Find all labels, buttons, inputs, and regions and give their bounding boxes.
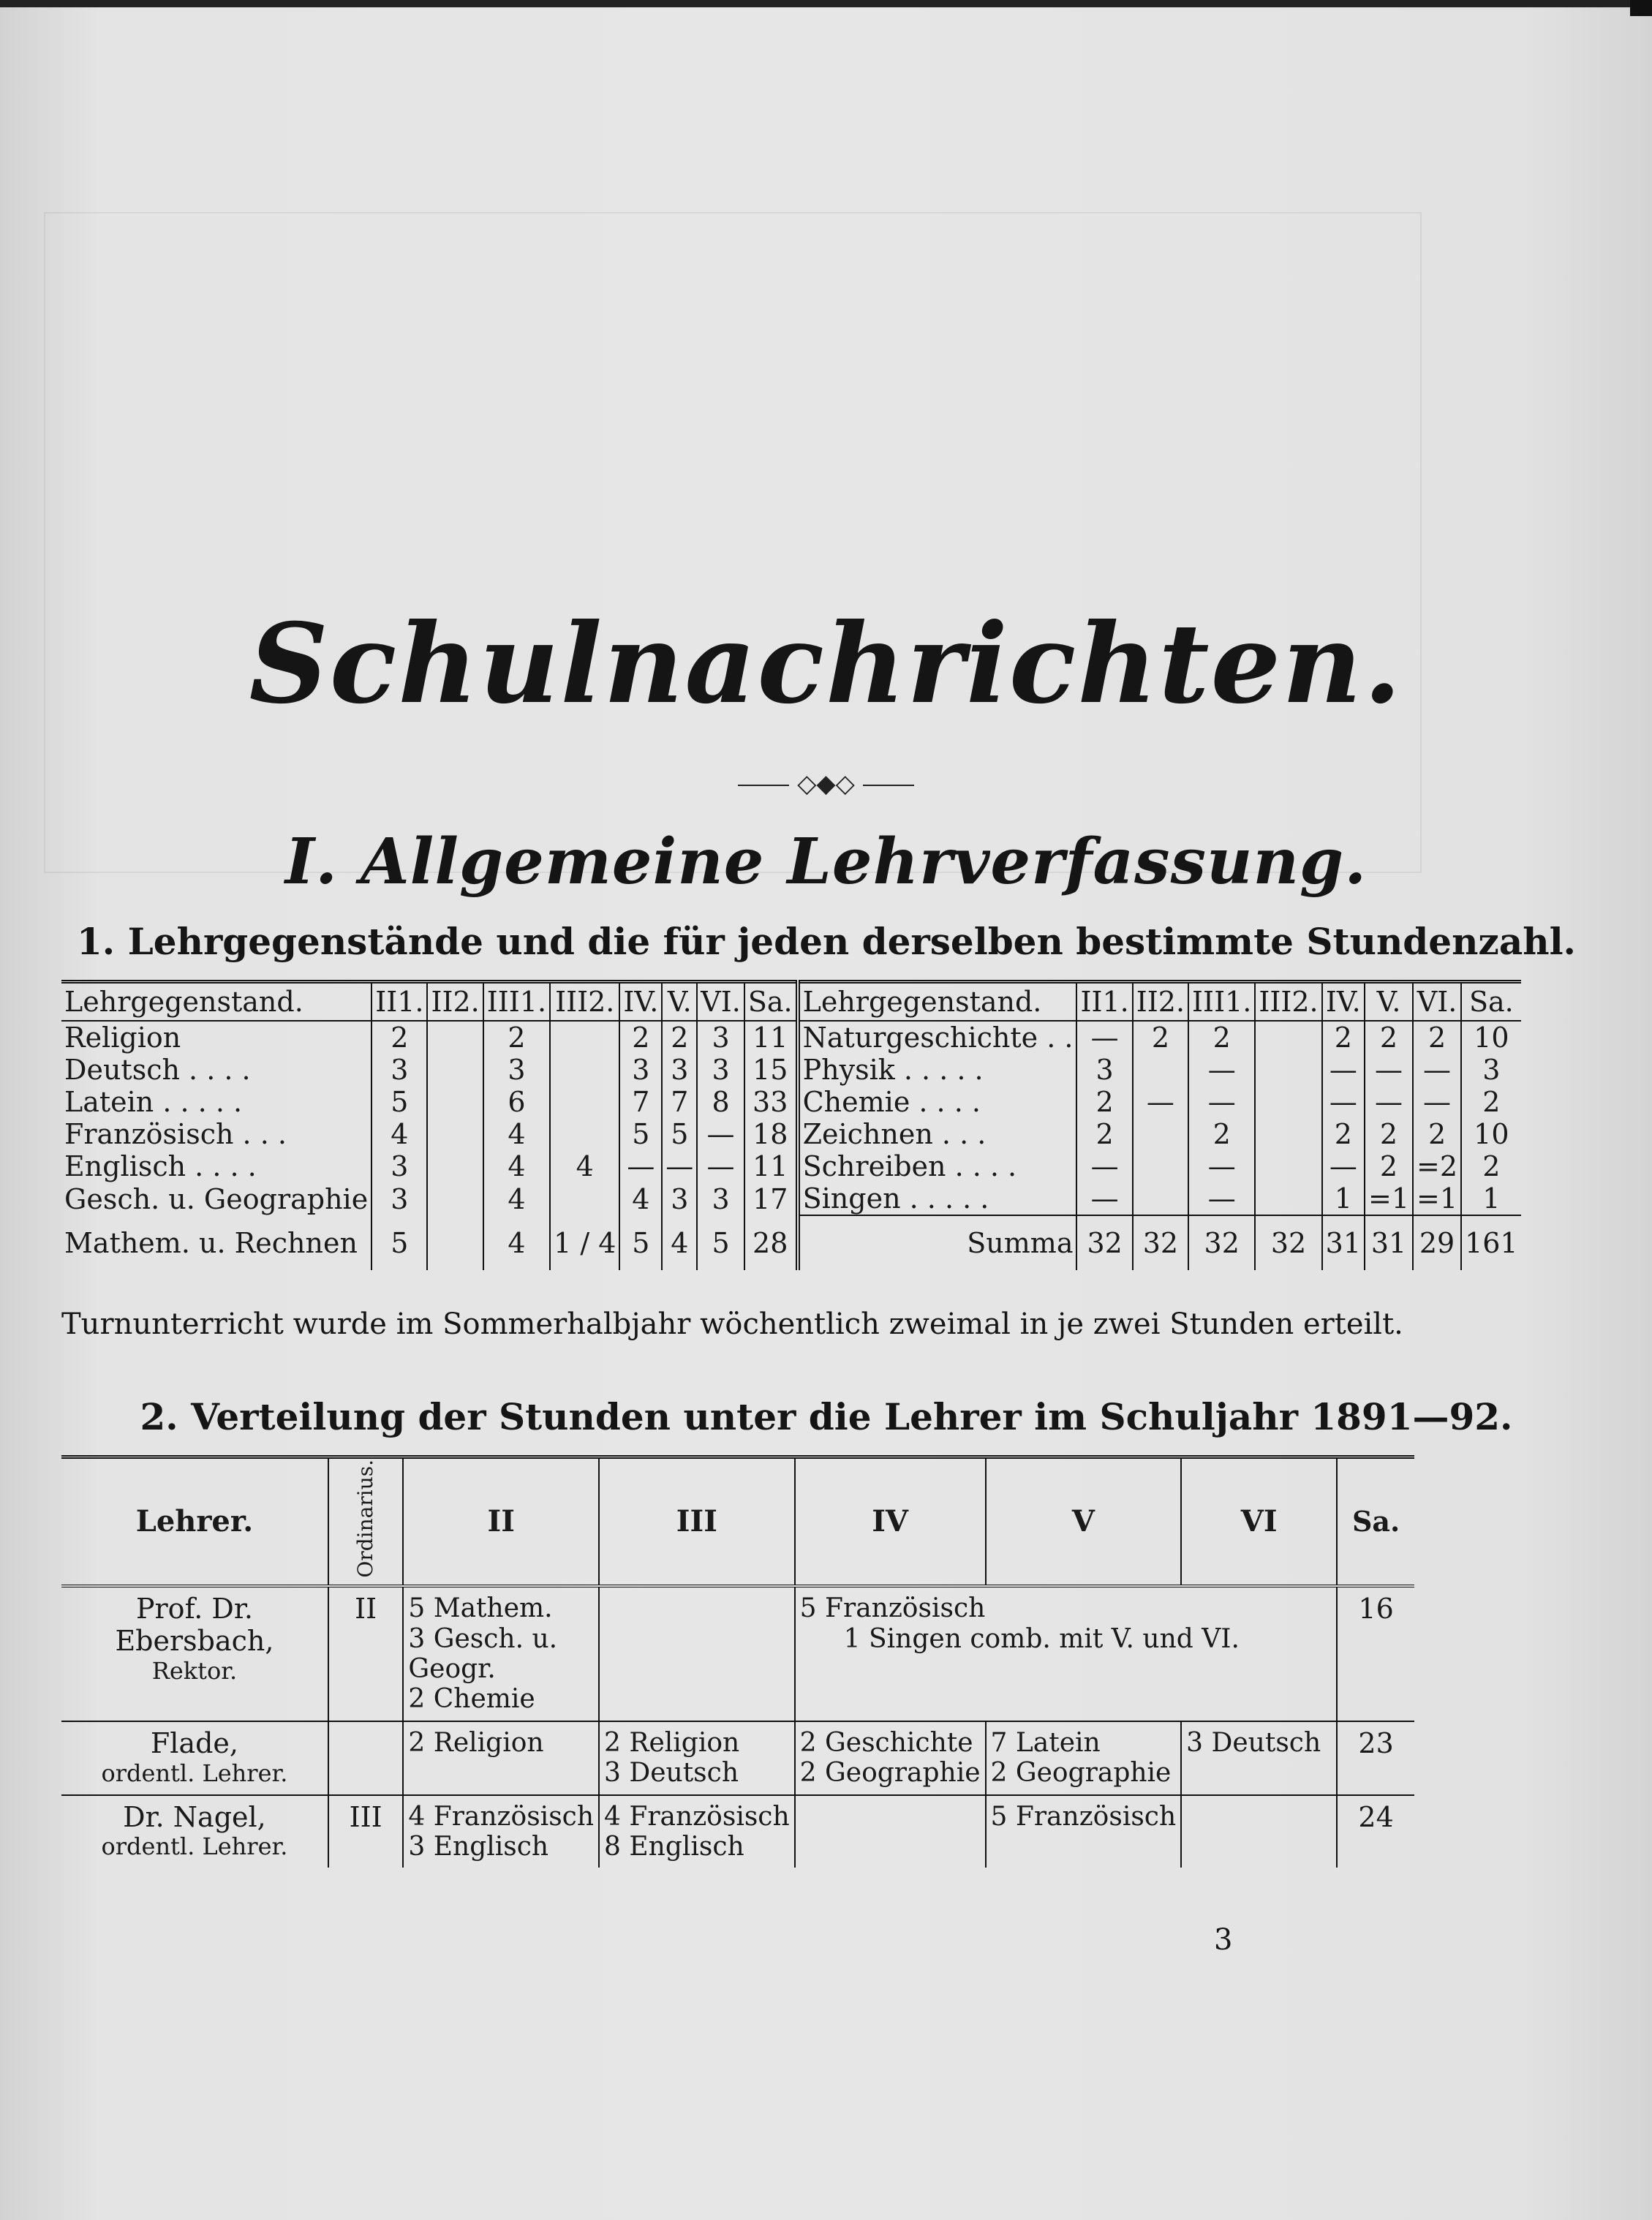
hours-cell: — bbox=[619, 1150, 662, 1182]
subjects-hours-table bbox=[61, 980, 1521, 1270]
column-header: VI. bbox=[1413, 982, 1461, 1022]
column-header: II2. bbox=[1133, 982, 1188, 1022]
hours-cell: 2 bbox=[371, 1021, 427, 1054]
hours-cell: 3 bbox=[662, 1054, 697, 1086]
teacher-rank: Rektor. bbox=[151, 1656, 238, 1685]
subject-name: Gesch. u. Geographie bbox=[64, 1182, 369, 1215]
summa-cell: 161 bbox=[1461, 1215, 1521, 1270]
class-iv-cell bbox=[795, 1721, 986, 1795]
hours-cell: — bbox=[1188, 1150, 1255, 1182]
hours-cell: 2 bbox=[619, 1021, 662, 1054]
hours-cell: 3 bbox=[662, 1182, 697, 1215]
hours-cell: 5 bbox=[371, 1086, 427, 1118]
hours-cell bbox=[550, 1086, 619, 1118]
page-number: 3 bbox=[1214, 1923, 1233, 1957]
hours-cell: 2 bbox=[1365, 1118, 1413, 1150]
column-header: II1. bbox=[1076, 982, 1132, 1022]
sum-cell: 24 bbox=[1337, 1795, 1414, 1868]
hours-cell bbox=[427, 1215, 483, 1270]
hours-cell: — bbox=[1133, 1086, 1188, 1118]
column-header: III1. bbox=[1188, 982, 1255, 1022]
hours-cell: 2 bbox=[1322, 1021, 1365, 1054]
summa-cell: 31 bbox=[1365, 1215, 1413, 1270]
class-iv-cell bbox=[795, 1795, 986, 1868]
hours-cell: 1 bbox=[1461, 1182, 1521, 1215]
hours-cell bbox=[1133, 1150, 1188, 1182]
class-v-cell bbox=[986, 1795, 1182, 1868]
subject-name: Mathem. u. Rechnen bbox=[64, 1226, 358, 1259]
hours-cell: — bbox=[1413, 1086, 1461, 1118]
hours-cell: — bbox=[1076, 1150, 1132, 1182]
sum-cell: 16 bbox=[1337, 1586, 1414, 1721]
hours-cell: 4 bbox=[371, 1118, 427, 1150]
hours-cell bbox=[1133, 1182, 1188, 1215]
hours-cell bbox=[1255, 1054, 1321, 1086]
hours-cell: 3 bbox=[371, 1182, 427, 1215]
teacher-cell bbox=[61, 1586, 328, 1721]
table-row bbox=[61, 1054, 1521, 1086]
teacher-rank: ordentl. Lehrer. bbox=[101, 1759, 288, 1787]
col-ordinarius: Ordinarius. bbox=[328, 1457, 403, 1587]
hours-cell bbox=[427, 1118, 483, 1150]
hours-cell: 4 bbox=[483, 1150, 550, 1182]
hours-cell bbox=[550, 1054, 619, 1086]
hours-cell: 10 bbox=[1461, 1118, 1521, 1150]
hours-cell: — bbox=[1188, 1182, 1255, 1215]
col-iv: IV bbox=[795, 1457, 986, 1587]
hours-cell: 5 bbox=[662, 1118, 697, 1150]
column-header: Sa. bbox=[744, 982, 798, 1022]
ornament-divider: ◇◆◇ bbox=[0, 769, 1652, 798]
hours-cell: 10 bbox=[1461, 1021, 1521, 1054]
hours-cell: — bbox=[1076, 1182, 1132, 1215]
table-row bbox=[61, 1182, 1521, 1215]
table-row bbox=[61, 1021, 1521, 1054]
subject-name: Deutsch . . . . bbox=[64, 1054, 251, 1086]
class-v-cell bbox=[986, 1721, 1182, 1795]
lesson-entry: 2 Chemie bbox=[408, 1684, 535, 1715]
combined-note: 1 Singen comb. mit V. und VI. bbox=[843, 1623, 1240, 1654]
summa-label: Summa bbox=[798, 1215, 1077, 1270]
hours-cell: — bbox=[1365, 1054, 1413, 1086]
hours-cell: 2 bbox=[1365, 1021, 1413, 1054]
subject-name: Französisch . . . bbox=[64, 1118, 287, 1150]
lesson-entry: 5 Französisch bbox=[990, 1801, 1177, 1832]
hours-cell bbox=[550, 1182, 619, 1215]
teacher-row bbox=[61, 1795, 1414, 1868]
hours-cell: 2 bbox=[1413, 1021, 1461, 1054]
hours-cell: — bbox=[1188, 1054, 1255, 1086]
col-v: V bbox=[986, 1457, 1182, 1587]
teacher-row bbox=[61, 1721, 1414, 1795]
gymnastics-note: Turnunterricht wurde im Sommerhalbjahr wöchentlich zweimal in je zwei Stunden erteilt. bbox=[61, 1307, 1403, 1341]
hours-cell bbox=[1255, 1150, 1321, 1182]
page-title: Schulnachrichten. bbox=[249, 600, 1403, 728]
hours-cell: 3 bbox=[619, 1054, 662, 1086]
subsection-heading-2: 2. Verteilung der Stunden unter die Lehrer im Schuljahr 1891—92. bbox=[140, 1395, 1513, 1438]
table-header bbox=[61, 1457, 1414, 1587]
hours-cell: 2 bbox=[1188, 1021, 1255, 1054]
table-row bbox=[61, 1118, 1521, 1150]
hours-cell: 28 bbox=[744, 1215, 798, 1270]
scan-edge bbox=[0, 0, 1652, 7]
lesson-entry: Geogr. bbox=[408, 1654, 496, 1685]
ordinarius-cell: II bbox=[328, 1586, 403, 1721]
hours-cell: — bbox=[1322, 1150, 1365, 1182]
hours-cell: — bbox=[1322, 1054, 1365, 1086]
summa-cell: 32 bbox=[1255, 1215, 1321, 1270]
ordinarius-cell bbox=[328, 1721, 403, 1795]
lesson-entry: 2 Religion bbox=[604, 1727, 740, 1758]
hours-cell: — bbox=[1413, 1054, 1461, 1086]
column-header: Lehrgegenstand. bbox=[798, 982, 1077, 1022]
col-sa: Sa. bbox=[1337, 1457, 1414, 1587]
summa-cell: 32 bbox=[1076, 1215, 1132, 1270]
col-iii: III bbox=[599, 1457, 795, 1587]
hours-cell: — bbox=[697, 1150, 744, 1182]
hours-cell: =1 bbox=[1413, 1182, 1461, 1215]
hours-cell: 3 bbox=[697, 1054, 744, 1086]
hours-cell: 5 bbox=[619, 1118, 662, 1150]
hours-cell: 15 bbox=[744, 1054, 798, 1086]
summa-cell: 31 bbox=[1322, 1215, 1365, 1270]
hours-cell: 3 bbox=[697, 1182, 744, 1215]
col-teacher: Lehrer. bbox=[135, 1504, 254, 1539]
hours-cell: 2 bbox=[1322, 1118, 1365, 1150]
hours-cell: 5 bbox=[619, 1215, 662, 1270]
subject-name: Latein . . . . . bbox=[64, 1086, 243, 1118]
teacher-name: Prof. Dr. Ebersbach, bbox=[115, 1593, 274, 1657]
class-iii-cell bbox=[599, 1795, 795, 1868]
column-header: IV. bbox=[619, 982, 662, 1022]
lesson-entry: 5 Mathem. bbox=[408, 1593, 553, 1624]
hours-cell: 2 bbox=[1188, 1118, 1255, 1150]
hours-cell: 7 bbox=[619, 1086, 662, 1118]
hours-cell: — bbox=[1322, 1086, 1365, 1118]
hours-cell: 2 bbox=[1076, 1118, 1132, 1150]
hours-cell bbox=[427, 1054, 483, 1086]
lesson-entry: 3 Gesch. u. bbox=[408, 1623, 558, 1654]
lesson-entry: 4 Französisch bbox=[408, 1801, 595, 1832]
hours-cell: =1 bbox=[1365, 1182, 1413, 1215]
hours-cell: 3 bbox=[1461, 1054, 1521, 1086]
hours-cell: 6 bbox=[483, 1086, 550, 1118]
col-ii: II bbox=[403, 1457, 599, 1587]
hours-cell: 5 bbox=[371, 1215, 427, 1270]
section-heading: I. Allgemeine Lehrverfassung. bbox=[284, 825, 1368, 899]
column-header: III1. bbox=[483, 982, 550, 1022]
hours-cell: — bbox=[1188, 1086, 1255, 1118]
table-row bbox=[61, 1215, 1521, 1270]
hours-cell: 7 bbox=[662, 1086, 697, 1118]
hours-cell: 5 bbox=[697, 1215, 744, 1270]
hours-cell bbox=[1255, 1118, 1321, 1150]
class-vi-cell bbox=[1181, 1721, 1337, 1795]
column-header: III2. bbox=[550, 982, 619, 1022]
teacher-distribution-table bbox=[61, 1455, 1414, 1868]
lesson-entry: 2 Geographie bbox=[990, 1758, 1172, 1789]
subject-name: Naturgeschichte . . bbox=[798, 1021, 1077, 1054]
hours-cell: =2 bbox=[1413, 1150, 1461, 1182]
summa-cell: 29 bbox=[1413, 1215, 1461, 1270]
table-header bbox=[61, 982, 1521, 1022]
subject-name: Physik . . . . . bbox=[798, 1054, 1077, 1086]
hours-cell: 2 bbox=[1461, 1086, 1521, 1118]
hours-cell: 4 bbox=[483, 1182, 550, 1215]
hours-cell: 4 bbox=[619, 1182, 662, 1215]
column-header: II1. bbox=[371, 982, 427, 1022]
hours-cell: — bbox=[662, 1150, 697, 1182]
hours-cell bbox=[427, 1182, 483, 1215]
lesson-entry: 5 Französisch bbox=[799, 1593, 986, 1624]
subject-name: Schreiben . . . . bbox=[798, 1150, 1077, 1182]
hours-cell: 2 bbox=[662, 1021, 697, 1054]
lesson-entry: 3 Deutsch bbox=[604, 1758, 739, 1789]
hours-cell bbox=[1255, 1086, 1321, 1118]
class-iii-cell bbox=[599, 1586, 795, 1721]
hours-cell: 2 bbox=[1413, 1118, 1461, 1150]
hours-cell: 1 / 4 bbox=[550, 1215, 619, 1270]
column-header: Lehrgegenstand. bbox=[64, 986, 303, 1018]
hours-cell bbox=[1133, 1118, 1188, 1150]
subject-name: Religion bbox=[64, 1022, 181, 1054]
hours-cell: 11 bbox=[744, 1021, 798, 1054]
column-header: V. bbox=[662, 982, 697, 1022]
lesson-entry: 2 Geschichte bbox=[799, 1727, 973, 1758]
column-header: V. bbox=[1365, 982, 1413, 1022]
hours-cell: 3 bbox=[371, 1150, 427, 1182]
hours-cell: 2 bbox=[1365, 1150, 1413, 1182]
summa-cell: 32 bbox=[1188, 1215, 1255, 1270]
lesson-entry: 3 Deutsch bbox=[1186, 1727, 1321, 1758]
hours-cell: 4 bbox=[483, 1215, 550, 1270]
hours-cell: 3 bbox=[483, 1054, 550, 1086]
lesson-entry: 3 Englisch bbox=[408, 1832, 549, 1862]
teacher-cell bbox=[61, 1795, 328, 1868]
scan-corner bbox=[1630, 0, 1652, 16]
teacher-row bbox=[61, 1586, 1414, 1721]
summa-cell: 32 bbox=[1133, 1215, 1188, 1270]
col-vi: VI bbox=[1181, 1457, 1337, 1587]
hours-cell: 3 bbox=[697, 1021, 744, 1054]
hours-cell: 8 bbox=[697, 1086, 744, 1118]
hours-cell: 2 bbox=[1133, 1021, 1188, 1054]
subject-name: Chemie . . . . bbox=[798, 1086, 1077, 1118]
hours-cell: 11 bbox=[744, 1150, 798, 1182]
class-ii-cell bbox=[403, 1721, 599, 1795]
hours-cell bbox=[427, 1086, 483, 1118]
sum-cell: 23 bbox=[1337, 1721, 1414, 1795]
subject-name: Zeichnen . . . bbox=[798, 1118, 1077, 1150]
teacher-cell bbox=[61, 1721, 328, 1795]
hours-cell: 2 bbox=[1461, 1150, 1521, 1182]
hours-cell bbox=[1255, 1182, 1321, 1215]
hours-cell: 4 bbox=[662, 1215, 697, 1270]
class-iii-cell bbox=[599, 1721, 795, 1795]
hours-cell bbox=[550, 1021, 619, 1054]
column-header: III2. bbox=[1255, 982, 1321, 1022]
hours-cell bbox=[1133, 1054, 1188, 1086]
hours-cell: — bbox=[697, 1118, 744, 1150]
column-header: Sa. bbox=[1461, 982, 1521, 1022]
lesson-entry: 7 Latein bbox=[990, 1727, 1101, 1758]
hours-cell: 18 bbox=[744, 1118, 798, 1150]
hours-cell: 1 bbox=[1322, 1182, 1365, 1215]
hours-cell bbox=[427, 1150, 483, 1182]
ordinarius-cell: III bbox=[328, 1795, 403, 1868]
column-header: IV. bbox=[1322, 982, 1365, 1022]
teacher-rank: ordentl. Lehrer. bbox=[101, 1832, 288, 1861]
hours-cell: — bbox=[1076, 1021, 1132, 1054]
subject-name: Singen . . . . . bbox=[798, 1182, 1077, 1215]
class-vi-cell bbox=[1181, 1795, 1337, 1868]
hours-cell: 17 bbox=[744, 1182, 798, 1215]
table-row bbox=[61, 1150, 1521, 1182]
lesson-entry: 8 Englisch bbox=[604, 1832, 744, 1862]
hours-cell: 4 bbox=[483, 1118, 550, 1150]
subsection-heading-1: 1. Lehrgegenstände und die für jeden derselben bestimmte Stundenzahl. bbox=[77, 920, 1576, 963]
subject-name: Englisch . . . . bbox=[64, 1150, 257, 1182]
hours-cell: 3 bbox=[1076, 1054, 1132, 1086]
table-row bbox=[61, 1086, 1521, 1118]
lesson-entry: 2 Religion bbox=[408, 1727, 544, 1758]
hours-cell: 4 bbox=[550, 1150, 619, 1182]
lesson-entry: 4 Französisch bbox=[604, 1801, 790, 1832]
hours-cell: — bbox=[1365, 1086, 1413, 1118]
class-ii-cell bbox=[403, 1586, 599, 1721]
class-ii-cell bbox=[403, 1795, 599, 1868]
class-iv-vi-cell bbox=[795, 1586, 1338, 1721]
hours-cell bbox=[1255, 1021, 1321, 1054]
column-header: II2. bbox=[427, 982, 483, 1022]
hours-cell: 2 bbox=[1076, 1086, 1132, 1118]
hours-cell: 3 bbox=[371, 1054, 427, 1086]
hours-cell bbox=[427, 1021, 483, 1054]
column-header: VI. bbox=[697, 982, 744, 1022]
hours-cell bbox=[550, 1118, 619, 1150]
teacher-name: Flade, bbox=[150, 1726, 238, 1759]
lesson-entry: 2 Geographie bbox=[799, 1758, 981, 1789]
teacher-name: Dr. Nagel, bbox=[123, 1800, 266, 1833]
hours-cell: 33 bbox=[744, 1086, 798, 1118]
hours-cell: 2 bbox=[483, 1021, 550, 1054]
